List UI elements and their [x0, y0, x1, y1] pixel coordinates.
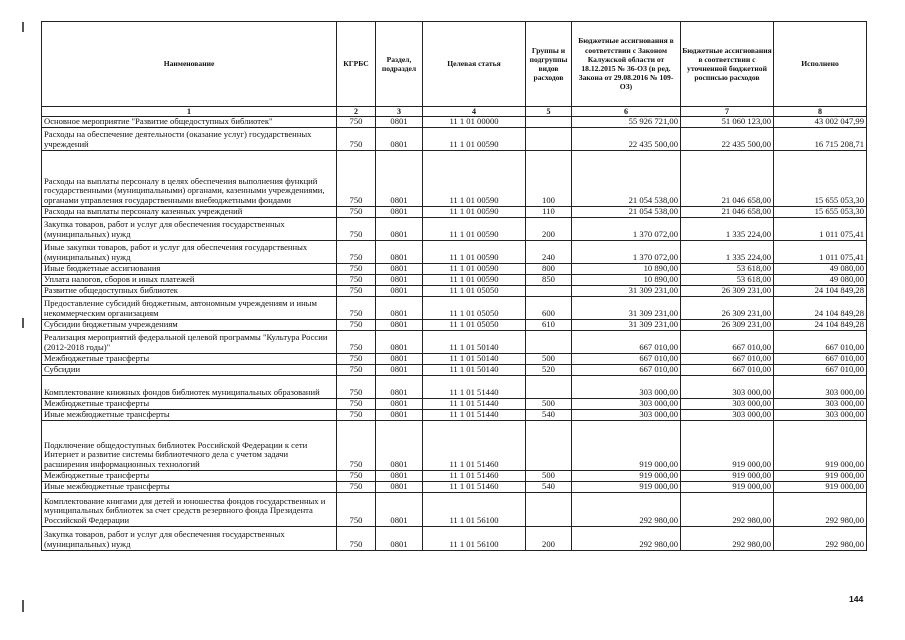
table-row — [42, 320, 867, 331]
row-law-allocation: 303 000,00 — [572, 376, 681, 399]
header-row — [42, 22, 867, 107]
row-law-allocation: 303 000,00 — [572, 410, 681, 421]
header-refined-allocations: Бюджетные ассигнования в соответствии с уточненной бюджетной росписью расходов — [681, 22, 774, 107]
row-refined-allocation: 303 000,00 — [681, 376, 774, 399]
row-name: Развитие общедоступных библиотек — [42, 286, 337, 297]
row-expense-type — [526, 128, 572, 151]
row-name: Закупка товаров, работ и услуг для обеспечения государственных (муниципальных) нужд — [42, 527, 337, 551]
row-target-article: 11 1 01 00590 — [423, 128, 526, 151]
row-name: Иные бюджетные ассигнования — [42, 264, 337, 275]
row-refined-allocation: 26 309 231,00 — [681, 320, 774, 331]
row-refined-allocation: 919 000,00 — [681, 471, 774, 482]
row-kgrbs: 750 — [337, 376, 376, 399]
table-row — [42, 264, 867, 275]
row-name: Комплектование книгами для детей и юношества фондов государственных и муниципальных библиотек за счет средств резервного фонда Президента Российской Федерации — [42, 493, 337, 527]
row-target-article: 11 1 01 51460 — [423, 482, 526, 493]
table-row — [42, 365, 867, 376]
row-target-article: 11 1 01 00590 — [423, 151, 526, 207]
binding-mark — [22, 22, 24, 32]
budget-execution-table — [41, 21, 867, 551]
row-expense-type — [526, 331, 572, 354]
row-law-allocation: 21 054 538,00 — [572, 207, 681, 218]
row-target-article: 11 1 01 50140 — [423, 331, 526, 354]
table-row — [42, 493, 867, 527]
column-number: 4 — [423, 107, 526, 117]
row-razdel: 0801 — [376, 482, 423, 493]
row-target-article: 11 1 01 05050 — [423, 286, 526, 297]
row-name: Расходы на обеспечение деятельности (оказание услуг) государственных учреждений — [42, 128, 337, 151]
row-refined-allocation: 667 010,00 — [681, 331, 774, 354]
row-expense-type: 500 — [526, 471, 572, 482]
row-law-allocation: 292 980,00 — [572, 527, 681, 551]
row-law-allocation: 31 309 231,00 — [572, 320, 681, 331]
row-name: Субсидии бюджетным учреждениям — [42, 320, 337, 331]
row-target-article: 11 1 01 56100 — [423, 493, 526, 527]
row-name: Реализация мероприятий федеральной целевой программы "Культура России (2012-2018 годы)" — [42, 331, 337, 354]
table-row — [42, 117, 867, 128]
row-expense-type — [526, 421, 572, 471]
row-name: Закупка товаров, работ и услуг для обеспечения государственных (муниципальных) нужд — [42, 218, 337, 241]
row-kgrbs: 750 — [337, 493, 376, 527]
row-name: Иные межбюджетные трансферты — [42, 482, 337, 493]
row-executed: 292 980,00 — [774, 493, 867, 527]
table-row — [42, 241, 867, 264]
row-razdel: 0801 — [376, 286, 423, 297]
row-expense-type: 200 — [526, 527, 572, 551]
header-razdel: Раздел, подраздел — [376, 22, 423, 107]
row-law-allocation: 1 370 072,00 — [572, 218, 681, 241]
budget-table-page — [41, 21, 866, 551]
row-razdel: 0801 — [376, 151, 423, 207]
row-kgrbs: 750 — [337, 410, 376, 421]
row-refined-allocation: 26 309 231,00 — [681, 286, 774, 297]
row-target-article: 11 1 01 51460 — [423, 471, 526, 482]
row-refined-allocation: 919 000,00 — [681, 421, 774, 471]
row-kgrbs: 750 — [337, 331, 376, 354]
row-kgrbs: 750 — [337, 241, 376, 264]
row-target-article: 11 1 01 50140 — [423, 354, 526, 365]
row-refined-allocation: 303 000,00 — [681, 399, 774, 410]
row-razdel: 0801 — [376, 218, 423, 241]
row-name: Межбюджетные трансферты — [42, 354, 337, 365]
row-refined-allocation: 53 618,00 — [681, 264, 774, 275]
binding-mark — [22, 600, 24, 612]
row-kgrbs: 750 — [337, 218, 376, 241]
column-number: 6 — [572, 107, 681, 117]
row-kgrbs: 750 — [337, 207, 376, 218]
row-refined-allocation: 1 335 224,00 — [681, 241, 774, 264]
row-law-allocation: 31 309 231,00 — [572, 297, 681, 320]
table-row — [42, 297, 867, 320]
row-razdel: 0801 — [376, 297, 423, 320]
row-name: Основное мероприятие "Развитие общедоступных библиотек" — [42, 117, 337, 128]
row-target-article: 11 1 01 00590 — [423, 275, 526, 286]
row-expense-type: 500 — [526, 399, 572, 410]
row-law-allocation: 292 980,00 — [572, 493, 681, 527]
row-expense-type — [526, 117, 572, 128]
row-refined-allocation: 21 046 658,00 — [681, 207, 774, 218]
row-expense-type: 600 — [526, 297, 572, 320]
row-razdel: 0801 — [376, 410, 423, 421]
table-row — [42, 128, 867, 151]
row-razdel: 0801 — [376, 399, 423, 410]
row-target-article: 11 1 01 00590 — [423, 207, 526, 218]
row-refined-allocation: 1 335 224,00 — [681, 218, 774, 241]
row-razdel: 0801 — [376, 493, 423, 527]
row-target-article: 11 1 01 00590 — [423, 218, 526, 241]
binding-mark — [22, 318, 24, 328]
row-law-allocation: 667 010,00 — [572, 331, 681, 354]
row-expense-type: 240 — [526, 241, 572, 264]
header-kgrbs: КГРБС — [337, 22, 376, 107]
row-kgrbs: 750 — [337, 399, 376, 410]
table-row — [42, 482, 867, 493]
table-row — [42, 286, 867, 297]
column-number: 1 — [42, 107, 337, 117]
page-number: 144 — [849, 594, 864, 604]
row-executed: 667 010,00 — [774, 365, 867, 376]
row-kgrbs: 750 — [337, 365, 376, 376]
row-refined-allocation: 303 000,00 — [681, 410, 774, 421]
row-executed: 24 104 849,28 — [774, 320, 867, 331]
header-executed: Исполнено — [774, 22, 867, 107]
header-name: Наименование — [42, 22, 337, 107]
row-executed: 43 002 047,99 — [774, 117, 867, 128]
row-executed: 303 000,00 — [774, 376, 867, 399]
row-expense-type: 610 — [526, 320, 572, 331]
row-expense-type: 540 — [526, 410, 572, 421]
row-expense-type: 850 — [526, 275, 572, 286]
row-refined-allocation: 667 010,00 — [681, 365, 774, 376]
row-expense-type — [526, 376, 572, 399]
row-law-allocation: 667 010,00 — [572, 365, 681, 376]
row-name: Межбюджетные трансферты — [42, 471, 337, 482]
row-refined-allocation: 26 309 231,00 — [681, 297, 774, 320]
table-row — [42, 399, 867, 410]
row-law-allocation: 303 000,00 — [572, 399, 681, 410]
row-target-article: 11 1 01 00000 — [423, 117, 526, 128]
row-expense-type: 500 — [526, 354, 572, 365]
row-expense-type: 520 — [526, 365, 572, 376]
row-executed: 303 000,00 — [774, 399, 867, 410]
table-row — [42, 376, 867, 399]
row-expense-type: 800 — [526, 264, 572, 275]
row-kgrbs: 750 — [337, 421, 376, 471]
row-target-article: 11 1 01 05050 — [423, 297, 526, 320]
row-refined-allocation: 292 980,00 — [681, 493, 774, 527]
row-razdel: 0801 — [376, 376, 423, 399]
row-name: Уплата налогов, сборов и иных платежей — [42, 275, 337, 286]
row-executed: 292 980,00 — [774, 527, 867, 551]
row-name: Иные межбюджетные трансферты — [42, 410, 337, 421]
row-refined-allocation: 292 980,00 — [681, 527, 774, 551]
row-razdel: 0801 — [376, 117, 423, 128]
header-target-article: Целевая статья — [423, 22, 526, 107]
row-law-allocation: 1 370 072,00 — [572, 241, 681, 264]
column-number: 5 — [526, 107, 572, 117]
row-target-article: 11 1 01 00590 — [423, 241, 526, 264]
row-razdel: 0801 — [376, 128, 423, 151]
row-executed: 24 104 849,28 — [774, 297, 867, 320]
table-row — [42, 421, 867, 471]
row-kgrbs: 750 — [337, 320, 376, 331]
table-row — [42, 527, 867, 551]
row-target-article: 11 1 01 50140 — [423, 365, 526, 376]
row-refined-allocation: 22 435 500,00 — [681, 128, 774, 151]
row-refined-allocation: 667 010,00 — [681, 354, 774, 365]
row-law-allocation: 919 000,00 — [572, 421, 681, 471]
row-law-allocation: 21 054 538,00 — [572, 151, 681, 207]
row-kgrbs: 750 — [337, 297, 376, 320]
row-razdel: 0801 — [376, 421, 423, 471]
header-expense-type: Группы и подгруппы видов расходов — [526, 22, 572, 107]
row-name: Подключение общедоступных библиотек Российской Федерации к сети Интернет и развитие системы библиотечного дела с учетом задачи расширения информационных технологий — [42, 421, 337, 471]
table-body — [42, 117, 867, 551]
row-target-article: 11 1 01 51440 — [423, 376, 526, 399]
row-executed: 15 655 053,30 — [774, 151, 867, 207]
row-kgrbs: 750 — [337, 275, 376, 286]
row-target-article: 11 1 01 51440 — [423, 399, 526, 410]
row-executed: 667 010,00 — [774, 354, 867, 365]
row-target-article: 11 1 01 51440 — [423, 410, 526, 421]
row-executed: 667 010,00 — [774, 331, 867, 354]
row-executed: 1 011 075,41 — [774, 241, 867, 264]
row-kgrbs: 750 — [337, 471, 376, 482]
header-law-allocations: Бюджетные ассигнования в соответствии с Законом Калужской области от 18.12.2015 № 36-ОЗ (в ред. Закона от 29.08.2016 № 109-ОЗ) — [572, 22, 681, 107]
row-law-allocation: 919 000,00 — [572, 482, 681, 493]
row-expense-type: 200 — [526, 218, 572, 241]
row-razdel: 0801 — [376, 207, 423, 218]
row-law-allocation: 919 000,00 — [572, 471, 681, 482]
row-refined-allocation: 919 000,00 — [681, 482, 774, 493]
row-executed: 49 080,00 — [774, 275, 867, 286]
row-executed: 919 000,00 — [774, 471, 867, 482]
row-law-allocation: 10 890,00 — [572, 264, 681, 275]
row-executed: 303 000,00 — [774, 410, 867, 421]
row-executed: 49 080,00 — [774, 264, 867, 275]
row-kgrbs: 750 — [337, 482, 376, 493]
column-number: 2 — [337, 107, 376, 117]
row-expense-type — [526, 286, 572, 297]
table-row — [42, 207, 867, 218]
row-expense-type: 540 — [526, 482, 572, 493]
row-target-article: 11 1 01 05050 — [423, 320, 526, 331]
row-law-allocation: 10 890,00 — [572, 275, 681, 286]
row-refined-allocation: 51 060 123,00 — [681, 117, 774, 128]
row-name: Иные закупки товаров, работ и услуг для обеспечения государственных (муниципальных) нужд — [42, 241, 337, 264]
row-name: Межбюджетные трансферты — [42, 399, 337, 410]
row-razdel: 0801 — [376, 320, 423, 331]
row-kgrbs: 750 — [337, 286, 376, 297]
row-expense-type: 110 — [526, 207, 572, 218]
row-law-allocation: 667 010,00 — [572, 354, 681, 365]
row-razdel: 0801 — [376, 275, 423, 286]
row-razdel: 0801 — [376, 471, 423, 482]
row-target-article: 11 1 01 56100 — [423, 527, 526, 551]
row-law-allocation: 22 435 500,00 — [572, 128, 681, 151]
row-razdel: 0801 — [376, 527, 423, 551]
row-name: Предоставление субсидий бюджетным, автономным учреждениям и иным некоммерческим организациям — [42, 297, 337, 320]
row-kgrbs: 750 — [337, 117, 376, 128]
row-refined-allocation: 53 618,00 — [681, 275, 774, 286]
column-number: 7 — [681, 107, 774, 117]
row-kgrbs: 750 — [337, 151, 376, 207]
row-name: Расходы на выплаты персоналу в целях обеспечения выполнения функций государственными (муниципальными) органами, казенными учреждениями, органами управления государственными внебюджетными фондами — [42, 151, 337, 207]
row-target-article: 11 1 01 51460 — [423, 421, 526, 471]
table-row — [42, 275, 867, 286]
row-executed: 919 000,00 — [774, 421, 867, 471]
row-razdel: 0801 — [376, 241, 423, 264]
row-kgrbs: 750 — [337, 527, 376, 551]
column-number: 8 — [774, 107, 867, 117]
row-razdel: 0801 — [376, 264, 423, 275]
table-row — [42, 331, 867, 354]
table-row — [42, 471, 867, 482]
row-kgrbs: 750 — [337, 128, 376, 151]
row-executed: 16 715 208,71 — [774, 128, 867, 151]
row-kgrbs: 750 — [337, 264, 376, 275]
row-executed: 24 104 849,28 — [774, 286, 867, 297]
row-kgrbs: 750 — [337, 354, 376, 365]
row-razdel: 0801 — [376, 354, 423, 365]
row-name: Комплектование книжных фондов библиотек муниципальных образований — [42, 376, 337, 399]
row-executed: 15 655 053,30 — [774, 207, 867, 218]
row-expense-type — [526, 493, 572, 527]
table-row — [42, 410, 867, 421]
row-name: Расходы на выплаты персоналу казенных учреждений — [42, 207, 337, 218]
row-name: Субсидии — [42, 365, 337, 376]
table-row — [42, 151, 867, 207]
column-number-row — [42, 107, 867, 117]
row-executed: 919 000,00 — [774, 482, 867, 493]
row-law-allocation: 55 926 721,00 — [572, 117, 681, 128]
row-razdel: 0801 — [376, 365, 423, 376]
table-row — [42, 218, 867, 241]
row-refined-allocation: 21 046 658,00 — [681, 151, 774, 207]
row-razdel: 0801 — [376, 331, 423, 354]
row-law-allocation: 31 309 231,00 — [572, 286, 681, 297]
table-row — [42, 354, 867, 365]
row-expense-type: 100 — [526, 151, 572, 207]
row-target-article: 11 1 01 00590 — [423, 264, 526, 275]
row-executed: 1 011 075,41 — [774, 218, 867, 241]
column-number: 3 — [376, 107, 423, 117]
